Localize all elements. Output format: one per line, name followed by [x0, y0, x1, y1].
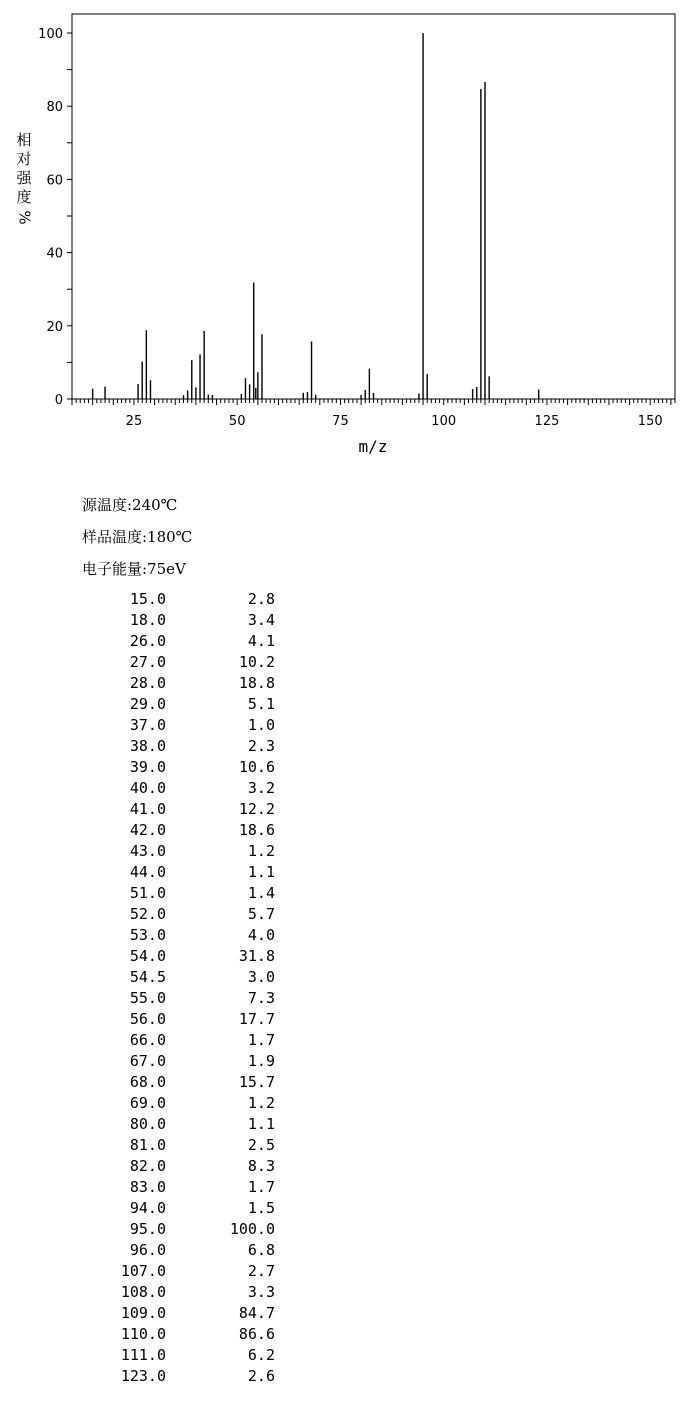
y-axis-title-char: 对 [16, 150, 32, 168]
peak-mz: 96.0 [129, 1241, 166, 1259]
peak-bars [93, 33, 539, 399]
peak-row [100, 883, 275, 904]
peak-row [100, 1093, 275, 1114]
peak-mz: 27.0 [129, 653, 166, 671]
peak-row [100, 1219, 275, 1240]
peak-row [100, 673, 275, 694]
x-axis [72, 399, 675, 429]
peak-abundance: 17.7 [238, 1010, 275, 1028]
measurement-conditions [82, 492, 192, 588]
peak-mz: 69.0 [129, 1094, 166, 1112]
peak-mz: 67.0 [129, 1052, 166, 1070]
peak-row [100, 862, 275, 883]
peak-abundance: 18.6 [238, 821, 275, 839]
peak-row [100, 820, 275, 841]
peak-row [100, 1156, 275, 1177]
source-temperature: 源温度:240℃ [82, 496, 178, 514]
sample-temperature: 样品温度:180℃ [82, 528, 193, 546]
peak-mz: 110.0 [120, 1325, 166, 1343]
peak-mz: 81.0 [129, 1136, 166, 1154]
x-tick-label: 75 [332, 414, 349, 429]
peak-abundance: 100.0 [229, 1220, 275, 1238]
peak-row [100, 631, 275, 652]
peak-abundance: 1.9 [247, 1052, 275, 1070]
peak-abundance: 2.5 [247, 1136, 275, 1154]
peak-abundance: 1.4 [247, 884, 275, 902]
x-tick-label: 100 [431, 414, 457, 429]
peak-mz: 55.0 [129, 989, 166, 1007]
y-tick-label: 80 [46, 100, 63, 116]
peak-list [100, 589, 275, 1387]
peak-row [100, 694, 275, 715]
peak-mz: 40.0 [129, 779, 166, 797]
peak-abundance: 10.2 [238, 653, 275, 671]
peak-mz: 39.0 [129, 758, 166, 776]
peak-mz: 80.0 [129, 1115, 166, 1133]
plot-frame [72, 14, 675, 399]
peak-abundance: 3.3 [247, 1283, 275, 1301]
peak-row [100, 1030, 275, 1051]
peak-abundance: 4.1 [247, 632, 275, 650]
peak-abundance: 3.4 [247, 611, 275, 629]
y-axis-title [14, 131, 34, 227]
electron-energy: 电子能量:75eV [82, 560, 186, 578]
peak-abundance: 2.3 [247, 737, 275, 755]
x-tick-label: 150 [637, 414, 663, 429]
peak-abundance: 3.2 [247, 779, 275, 797]
y-axis-unit: % [15, 210, 34, 225]
peak-row [100, 1282, 275, 1303]
peak-row [100, 946, 275, 967]
peak-mz: 56.0 [129, 1010, 166, 1028]
peak-abundance: 1.5 [247, 1199, 275, 1217]
peak-abundance: 1.7 [247, 1178, 275, 1196]
peak-abundance: 1.2 [247, 1094, 275, 1112]
peak-abundance: 18.8 [238, 674, 275, 692]
peak-row [100, 1345, 275, 1366]
peak-mz: 82.0 [129, 1157, 166, 1175]
peak-mz: 83.0 [129, 1178, 166, 1196]
peak-mz: 109.0 [120, 1304, 166, 1322]
y-axis-title-char: 度 [16, 188, 32, 206]
peak-row [100, 610, 275, 631]
peak-mz: 54.0 [129, 947, 166, 965]
peak-row [100, 1135, 275, 1156]
peak-abundance: 2.6 [247, 1367, 275, 1385]
peak-mz: 123.0 [120, 1367, 166, 1385]
peak-row [100, 1072, 275, 1093]
peak-row [100, 1261, 275, 1282]
peak-row [100, 1198, 275, 1219]
peak-mz: 54.5 [129, 968, 166, 986]
peak-mz: 94.0 [129, 1199, 166, 1217]
peak-row [100, 715, 275, 736]
peak-row [100, 904, 275, 925]
peak-mz: 68.0 [129, 1073, 166, 1091]
peak-row [100, 1240, 275, 1261]
peak-mz: 66.0 [129, 1031, 166, 1049]
x-tick-label: 50 [228, 414, 246, 429]
peak-mz: 28.0 [129, 674, 166, 692]
peak-abundance: 1.1 [247, 863, 275, 881]
peak-row [100, 652, 275, 673]
peak-row [100, 736, 275, 757]
y-tick-label: 40 [46, 246, 63, 262]
peak-mz: 95.0 [129, 1220, 166, 1238]
peak-abundance: 3.0 [247, 968, 275, 986]
peak-mz: 18.0 [129, 611, 166, 629]
peak-abundance: 10.6 [238, 758, 275, 776]
y-tick-label: 0 [54, 393, 63, 408]
x-tick-label: 25 [125, 414, 143, 429]
peak-abundance: 5.7 [247, 905, 275, 923]
peak-mz: 43.0 [129, 842, 166, 860]
y-axis-title-char: 相 [16, 131, 32, 149]
y-axis [38, 27, 72, 408]
peak-row [100, 1051, 275, 1072]
peak-mz: 37.0 [129, 716, 166, 734]
peak-mz: 108.0 [120, 1283, 166, 1301]
peak-row [100, 1366, 275, 1387]
peak-row [100, 1114, 275, 1135]
peak-row [100, 1303, 275, 1324]
y-axis-title-char: 强 [16, 169, 32, 187]
peak-row [100, 757, 275, 778]
peak-abundance: 5.1 [247, 695, 275, 713]
peak-abundance: 7.3 [247, 989, 275, 1007]
peak-row [100, 778, 275, 799]
peak-abundance: 31.8 [238, 947, 275, 965]
mass-spectrum-chart [0, 0, 687, 470]
peak-mz: 29.0 [129, 695, 166, 713]
peak-abundance: 86.6 [238, 1325, 275, 1343]
peak-abundance: 12.2 [238, 800, 275, 818]
peak-mz: 51.0 [129, 884, 166, 902]
peak-mz: 38.0 [129, 737, 166, 755]
peak-mz: 15.0 [129, 590, 166, 608]
peak-abundance: 1.2 [247, 842, 275, 860]
peak-abundance: 1.7 [247, 1031, 275, 1049]
peak-row [100, 1177, 275, 1198]
peak-row [100, 967, 275, 988]
peak-mz: 42.0 [129, 821, 166, 839]
peak-mz: 111.0 [120, 1346, 166, 1364]
y-tick-label: 60 [46, 173, 63, 189]
peak-row [100, 799, 275, 820]
peak-abundance: 2.7 [247, 1262, 275, 1280]
peak-abundance: 1.1 [247, 1115, 275, 1133]
peak-mz: 44.0 [129, 863, 166, 881]
peak-abundance: 2.8 [247, 590, 275, 608]
peak-abundance: 1.0 [247, 716, 275, 734]
peak-abundance: 84.7 [238, 1304, 275, 1322]
peak-row [100, 988, 275, 1009]
peak-abundance: 4.0 [247, 926, 275, 944]
peak-mz: 41.0 [129, 800, 166, 818]
peak-abundance: 8.3 [247, 1157, 275, 1175]
peak-mz: 53.0 [129, 926, 166, 944]
x-axis-title: m/z [358, 437, 388, 456]
peak-row [100, 1324, 275, 1345]
y-tick-label: 20 [46, 319, 63, 335]
y-tick-label: 100 [38, 27, 63, 42]
peak-row [100, 1009, 275, 1030]
peak-mz: 26.0 [129, 632, 166, 650]
x-tick-label: 125 [534, 414, 560, 429]
peak-abundance: 15.7 [238, 1073, 275, 1091]
peak-abundance: 6.8 [247, 1241, 275, 1259]
peak-mz: 52.0 [129, 905, 166, 923]
peak-abundance: 6.2 [247, 1346, 275, 1364]
peak-row [100, 841, 275, 862]
peak-row [100, 925, 275, 946]
peak-row [100, 589, 275, 610]
peak-mz: 107.0 [120, 1262, 166, 1280]
